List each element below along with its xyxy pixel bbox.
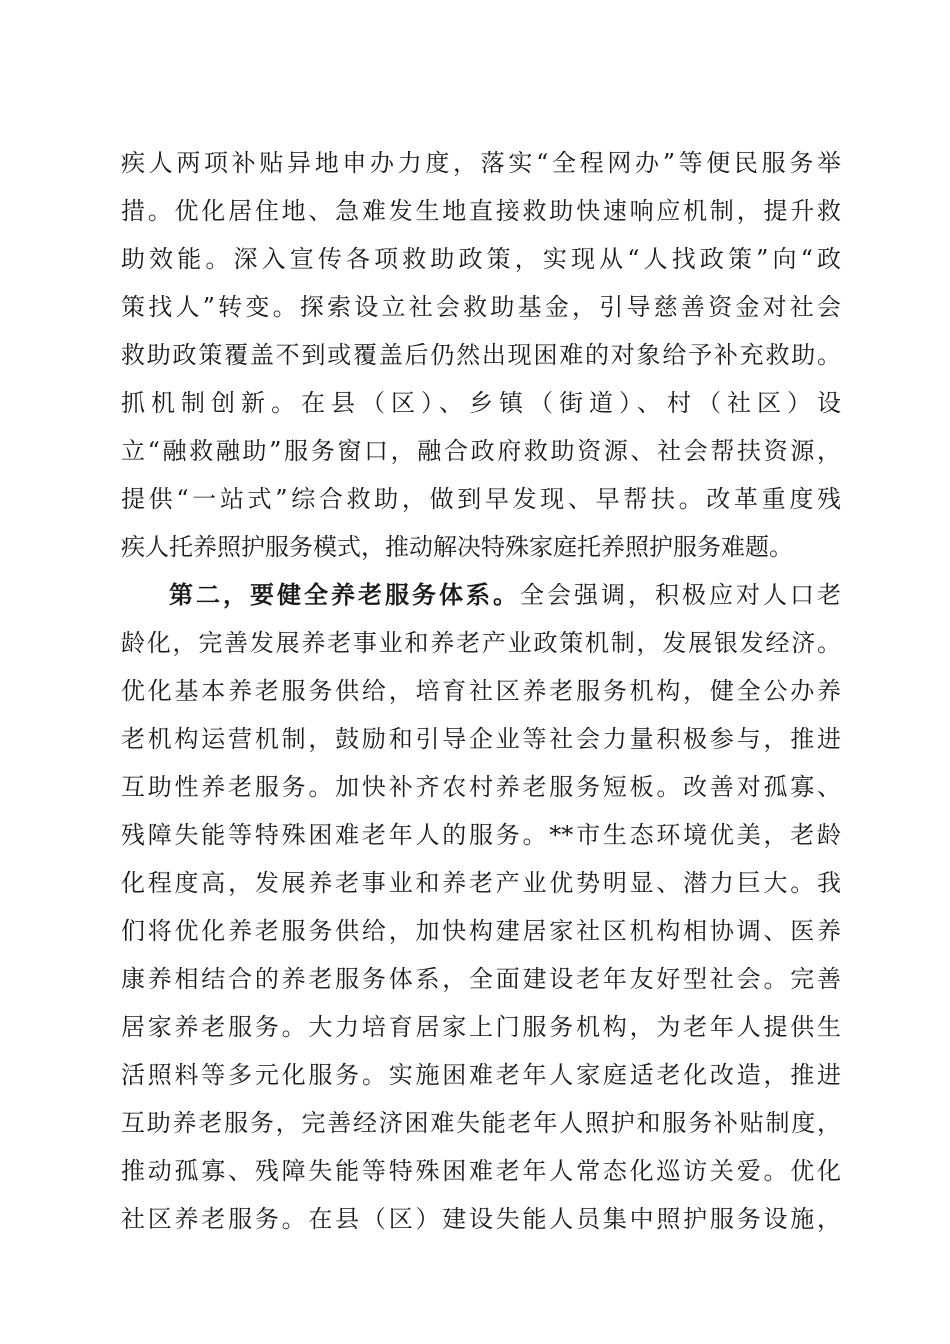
text-line: 疾人托养照护服务模式，推动解决特殊家庭托养照护服务难题。 [121, 533, 793, 561]
text-line: 龄化，完善发展养老事业和养老产业政策机制，发展银发经济。 [121, 629, 841, 657]
text-line: 化程度高，发展养老事业和养老产业优势明显、潜力巨大。我 [121, 869, 841, 897]
text-line: 康养相结合的养老服务体系，全面建设老年友好型社会。完善 [121, 965, 841, 993]
text-line: 互助性养老服务。加快补齐农村养老服务短板。改善对孤寡、 [121, 773, 841, 801]
text-line: 救助政策覆盖不到或覆盖后仍然出现困难的对象给予补充救助。 [121, 341, 841, 369]
text-line: 残障失能等特殊困难老年人的服务。**市生态环境优美，老龄 [121, 821, 841, 849]
text-line: 措。优化居住地、急难发生地直接救助快速响应机制，提升救 [121, 197, 841, 225]
text-line: 立“融救融助”服务窗口，融合政府救助资源、社会帮扶资源， [121, 437, 841, 465]
section-heading: 第二，要健全养老服务体系。 [169, 580, 520, 609]
text-line: 策找人”转变。探索设立社会救助基金，引导慈善资金对社会 [121, 293, 841, 321]
text-line: 们将优化养老服务供给，加快构建居家社区机构相协调、医养 [121, 917, 841, 945]
text-line: 抓机制创新。在县（区）、乡镇（街道）、村（社区）设 [121, 389, 841, 417]
text-line: 优化基本养老服务供给，培育社区养老服务机构，健全公办养 [121, 677, 841, 705]
text-line: 提供“一站式”综合救助，做到早发现、早帮扶。改革重度残 [121, 485, 841, 513]
text-run: 全会强调，积极应对人口老 [520, 581, 841, 609]
text-line: 社区养老服务。在县（区）建设失能人员集中照护服务设施， [121, 1205, 841, 1233]
text-line: 活照料等多元化服务。实施困难老年人家庭适老化改造，推进 [121, 1061, 841, 1089]
text-line: 老机构运营机制，鼓励和引导企业等社会力量积极参与，推进 [121, 725, 841, 753]
body-text [121, 139, 841, 1243]
text-line: 居家养老服务。大力培育居家上门服务机构，为老年人提供生 [121, 1013, 841, 1041]
text-line: 互助养老服务，完善经济困难失能老年人照护和服务补贴制度， [121, 1109, 841, 1137]
paragraph-first-line [121, 571, 841, 619]
text-line: 疾人两项补贴异地申办力度，落实“全程网办”等便民服务举 [121, 149, 841, 177]
text-line: 助效能。深入宣传各项救助政策，实现从“人找政策”向“政 [121, 245, 841, 273]
text-line: 推动孤寡、残障失能等特殊困难老年人常态化巡访关爱。优化 [121, 1157, 841, 1185]
